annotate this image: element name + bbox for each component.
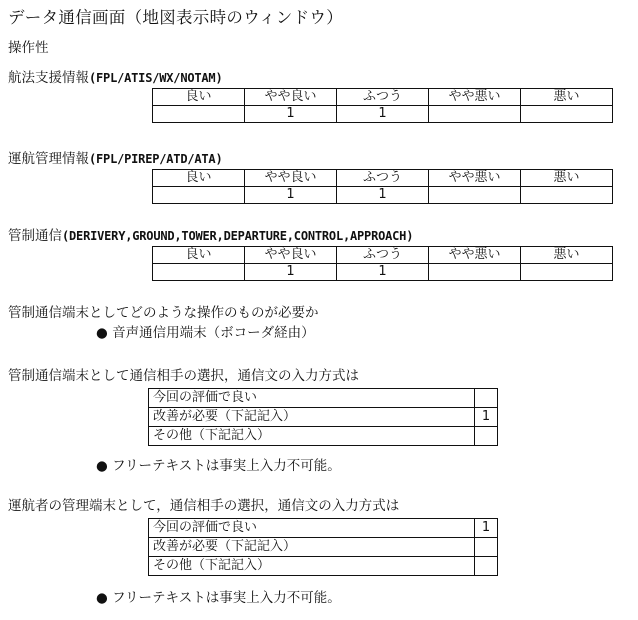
rating-header-bad: 悪い [521, 170, 613, 187]
rating-table-navigation-support [152, 88, 613, 123]
rating-header-average: ふつう [337, 89, 429, 106]
section-operation-management-label [8, 153, 222, 167]
answer-bullet-free-text: ● フリーテキストは事実上入力不可能。 [96, 458, 341, 474]
section-label-codes: (FPL/PIREP/ATD/ATA) [89, 152, 223, 166]
page-title: データ通信画面（地図表示時のウィンドウ） [8, 8, 344, 27]
choice-label-acceptable: 今回の評価で良い [149, 519, 475, 538]
choice-row [149, 408, 498, 427]
choice-table-atc-terminal [148, 388, 498, 446]
count-somewhat-good: 1 [245, 264, 337, 281]
count-good [153, 264, 245, 281]
choice-row [149, 538, 498, 557]
count-average: 1 [337, 106, 429, 123]
rating-header-bad: 悪い [521, 89, 613, 106]
rating-header-good: 良い [153, 170, 245, 187]
rating-table-atc-communication [152, 246, 613, 281]
choice-table-operator-terminal [148, 518, 498, 576]
rating-count-row [153, 187, 613, 204]
count-bad [521, 264, 613, 281]
rating-count-row [153, 106, 613, 123]
choice-row [149, 389, 498, 408]
choice-label-other: その他（下記記入） [149, 557, 475, 576]
count-somewhat-bad [429, 187, 521, 204]
rating-header-row [153, 89, 613, 106]
choice-count [475, 538, 498, 557]
choice-count [475, 389, 498, 408]
rating-count-row [153, 264, 613, 281]
choice-label-other: その他（下記記入） [149, 427, 475, 446]
rating-header-average: ふつう [337, 170, 429, 187]
rating-header-row [153, 247, 613, 264]
choice-count: 1 [475, 408, 498, 427]
question-atc-terminal-input-method: 管制通信端末として通信相手の選択，通信文の入力方式は [8, 368, 359, 384]
count-somewhat-bad [429, 264, 521, 281]
count-somewhat-bad [429, 106, 521, 123]
choice-label-needs-improvement: 改善が必要（下記記入） [149, 408, 475, 427]
rating-header-good: 良い [153, 247, 245, 264]
choice-count [475, 427, 498, 446]
count-somewhat-good: 1 [245, 106, 337, 123]
rating-header-good: 良い [153, 89, 245, 106]
section-label-jp: 航法支援情報 [8, 70, 89, 86]
choice-row [149, 557, 498, 576]
rating-header-somewhat-good: やや良い [245, 89, 337, 106]
rating-header-somewhat-good: やや良い [245, 170, 337, 187]
rating-header-row [153, 170, 613, 187]
rating-header-somewhat-good: やや良い [245, 247, 337, 264]
operability-heading: 操作性 [8, 40, 49, 56]
section-label-codes: (DERIVERY,GROUND,TOWER,DEPARTURE,CONTROL,APPROACH) [62, 229, 414, 243]
section-label-jp: 運航管理情報 [8, 151, 89, 167]
rating-header-somewhat-bad: やや悪い [429, 170, 521, 187]
question-operator-terminal-input-method: 運航者の管理端末として，通信相手の選択，通信文の入力方式は [8, 498, 400, 514]
count-good [153, 106, 245, 123]
count-somewhat-good: 1 [245, 187, 337, 204]
question-atc-terminal-operation: 管制通信端末としてどのような操作のものが必要か [8, 305, 319, 321]
count-bad [521, 106, 613, 123]
section-label-codes: (FPL/ATIS/WX/NOTAM) [89, 71, 223, 85]
section-navigation-support-label [8, 72, 222, 86]
rating-header-somewhat-bad: やや悪い [429, 89, 521, 106]
answer-bullet-free-text: ● フリーテキストは事実上入力不可能。 [96, 590, 341, 606]
count-average: 1 [337, 187, 429, 204]
section-label-jp: 管制通信 [8, 228, 62, 244]
choice-count [475, 557, 498, 576]
choice-label-needs-improvement: 改善が必要（下記記入） [149, 538, 475, 557]
count-average: 1 [337, 264, 429, 281]
count-bad [521, 187, 613, 204]
choice-row [149, 519, 498, 538]
answer-bullet-voice-terminal: ● 音声通信用端末（ボコーダ経由） [96, 325, 315, 341]
section-atc-communication-label [8, 230, 413, 244]
rating-header-average: ふつう [337, 247, 429, 264]
rating-header-somewhat-bad: やや悪い [429, 247, 521, 264]
count-good [153, 187, 245, 204]
rating-header-bad: 悪い [521, 247, 613, 264]
choice-label-acceptable: 今回の評価で良い [149, 389, 475, 408]
choice-row [149, 427, 498, 446]
choice-count: 1 [475, 519, 498, 538]
rating-table-operation-management [152, 169, 613, 204]
